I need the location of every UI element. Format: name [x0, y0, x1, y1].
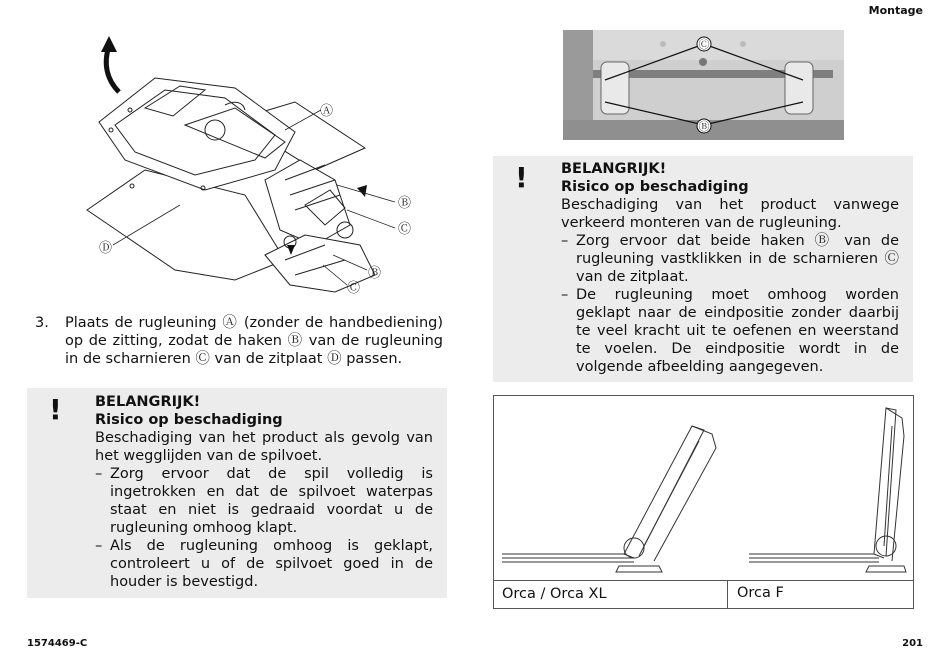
- warning-icon: !: [49, 393, 62, 426]
- warning-icon: !: [515, 161, 528, 194]
- end-position-drawings: [494, 396, 913, 580]
- notice-item: – Zorg ervoor dat de spil volledig is ingetrokken en dat de spilvoet waterpas staat en niet is gedraaid voordat u de rugleuning omhoog klapt.: [95, 466, 433, 536]
- step-number: 3.: [35, 315, 49, 331]
- notice-text: Beschadiging van het product als gevolg van het wegglijden van de spilvoet.: [95, 430, 433, 464]
- hinge-photo: [563, 30, 844, 140]
- notice-subtitle: Risico op beschadiging: [95, 412, 283, 428]
- notice-title: BELANGRIJK!: [561, 161, 667, 177]
- label-b: Ⓑ: [698, 120, 710, 133]
- label-b-lower: Ⓑ: [368, 266, 382, 281]
- notice-item: – Als de rugleuning omhoog is geklapt, controleert u of de spilvoet goed in de houder is bevestigd.: [95, 538, 433, 590]
- label-d: Ⓓ: [99, 241, 113, 256]
- important-notice-right: [493, 156, 913, 382]
- notice-title: BELANGRIJK!: [95, 394, 201, 410]
- important-notice-left: [27, 388, 447, 598]
- step-text: Plaats de rugleuning Ⓐ (zonder de handbediening) op de zitting, zodat de haken Ⓑ van de rugleuning in de scharnieren Ⓒ van de zitplaat Ⓓ passen.: [65, 315, 443, 367]
- notice-item: – Zorg ervoor dat beide haken Ⓑ van de rugleuning vastklikken in de scharnieren Ⓒ van de zitplaat.: [561, 233, 899, 285]
- notice-item: – De rugleuning moet omhoog worden geklapt naar de eindpositie zonder daarbij te veel kracht uit te oefenen en weerstand te voelen. De eindpositie wordt in de volgende afbeelding aangegeven.: [561, 287, 899, 375]
- label-c: Ⓒ: [698, 38, 710, 51]
- label-c-upper: Ⓒ: [398, 222, 412, 237]
- document-number: 1574469-C: [27, 638, 88, 649]
- section-header: Montage: [868, 4, 923, 17]
- caption-orca-f: Orca F: [737, 585, 784, 601]
- end-position-figure: [493, 395, 914, 609]
- notice-subtitle: Risico op beschadiging: [561, 179, 749, 195]
- page-number: 201: [902, 638, 923, 649]
- label-a: Ⓐ: [320, 104, 334, 119]
- caption-orca-xl: Orca / Orca XL: [494, 581, 728, 609]
- label-b-upper: Ⓑ: [398, 196, 412, 211]
- label-c-lower: Ⓒ: [347, 281, 361, 296]
- backrest-assembly-illustration: [85, 30, 425, 302]
- notice-text: Beschadiging van het product vanwege verkeerd monteren van de rugleuning.: [561, 197, 899, 231]
